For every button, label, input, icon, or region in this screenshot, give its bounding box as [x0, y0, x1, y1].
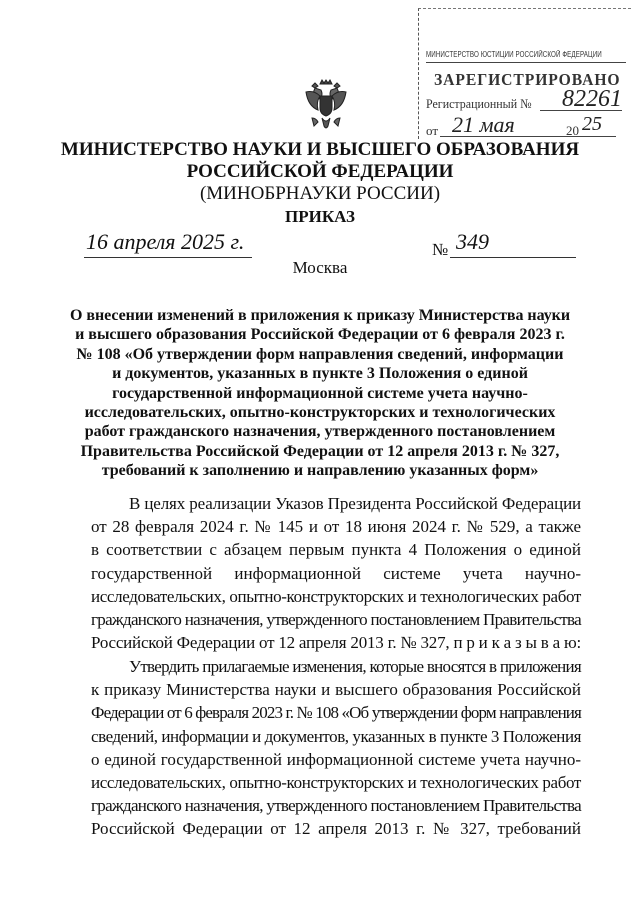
body-line: исследовательских, опытно-конструкторских и технологических работ [91, 586, 582, 606]
order-subject [70, 306, 570, 481]
order-number-handwritten: 349 [456, 229, 489, 254]
stamp-year-prefix: 20 [566, 123, 579, 138]
subject-line: исследовательских, опытно-конструкторских и технологических [84, 404, 556, 422]
body-line: гражданского назначения, утвержденного постановлением Правительства [91, 610, 581, 630]
subject-line: требований к заполнению и направлению указанных форм» [101, 462, 539, 480]
document-type: ПРИКАЗ [285, 207, 355, 226]
body-line: к приказу Министерства науки и высшего образования Российской [91, 680, 581, 700]
coat-of-arms-icon [302, 78, 350, 132]
subject-line: государственной информационной системе учета научно- [112, 384, 528, 402]
body-line: Российской Федерации от 12 апреля 2013 г. № 327, требований [91, 819, 581, 839]
stamp-ministry: МИНИСТЕРСТВО ЮСТИЦИИ РОССИЙСКОЙ ФЕДЕРАЦИИ [426, 50, 602, 59]
ministry-short-name: (МИНОБРНАУКИ РОССИИ) [199, 183, 441, 204]
body-line: от 28 февраля 2024 г. № 145 и от 18 июня 2024 г. № 529, а также [91, 517, 581, 537]
body-line: в соответствии с абзацем первым пункта 4 Положения о единой [91, 540, 581, 560]
paragraph-preamble [91, 492, 581, 654]
subject-line: и документов, указанных в пункте 3 Положения о единой [112, 365, 528, 383]
stamp-year-handwritten: 25 [582, 113, 602, 135]
body-line: сведений, информации и документов, указанных в пункте 3 Положения [91, 726, 581, 746]
subject-line: № 108 «Об утверждении форм направления сведений, информации [76, 345, 564, 363]
body-line: исследовательских, опытно-конструкторских и технологических работ [91, 773, 582, 793]
subject-line: О внесении изменений в приложения к приказу Министерства науки [70, 307, 571, 324]
subject-line: и высшего образования Российской Федерации от 6 февраля 2023 г. [75, 326, 565, 344]
body-line: В целях реализации Указов Президента Российской Федерации [129, 494, 581, 513]
body-line: гражданского назначения, утвержденного постановлением Правительства [91, 796, 581, 816]
ministry-name-line1: МИНИСТЕРСТВО НАУКИ И ВЫСШЕГО ОБРАЗОВАНИЯ [60, 139, 580, 160]
body-line: государственной информационной системе учета научно- [91, 563, 581, 583]
stamp-divider [426, 62, 626, 63]
body-line: Утвердить прилагаемые изменения, которые вносятся в приложения [129, 657, 581, 676]
stamp-status: ЗАРЕГИСТРИРОВАНО [434, 70, 621, 89]
body-line: Российской Федерации от 12 апреля 2013 г. № 327, п р и к а з ы в а ю: [91, 633, 581, 653]
stamp-reg-number-value: 82261 [562, 86, 622, 112]
ministry-name-line2: РОССИЙСКОЙ ФЕДЕРАЦИИ [186, 161, 454, 182]
body-line: о единой государственной информационной системе учета научно- [91, 749, 581, 769]
stamp-reg-number-underline [540, 110, 622, 111]
order-number-label: № [432, 240, 449, 259]
order-date-handwritten: 16 апреля 2025 г. [86, 229, 245, 254]
stamp-date-label: от [426, 123, 439, 138]
stamp-date-value: 21 мая [452, 112, 515, 137]
stamp-date-underline [440, 136, 616, 137]
order-city: Москва [292, 258, 348, 277]
subject-line: работ гражданского назначения, утвержденного постановлением [84, 423, 556, 441]
subject-line: Правительства Российской Федерации от 12 апреля 2013 г. № 327, [80, 442, 560, 460]
body-line: Федерации от 6 февраля 2023 г. № 108 «Об утверждении форм направления [91, 703, 581, 723]
stamp-reg-number-label: Регистрационный № [426, 96, 532, 111]
paragraph-order [91, 655, 581, 841]
